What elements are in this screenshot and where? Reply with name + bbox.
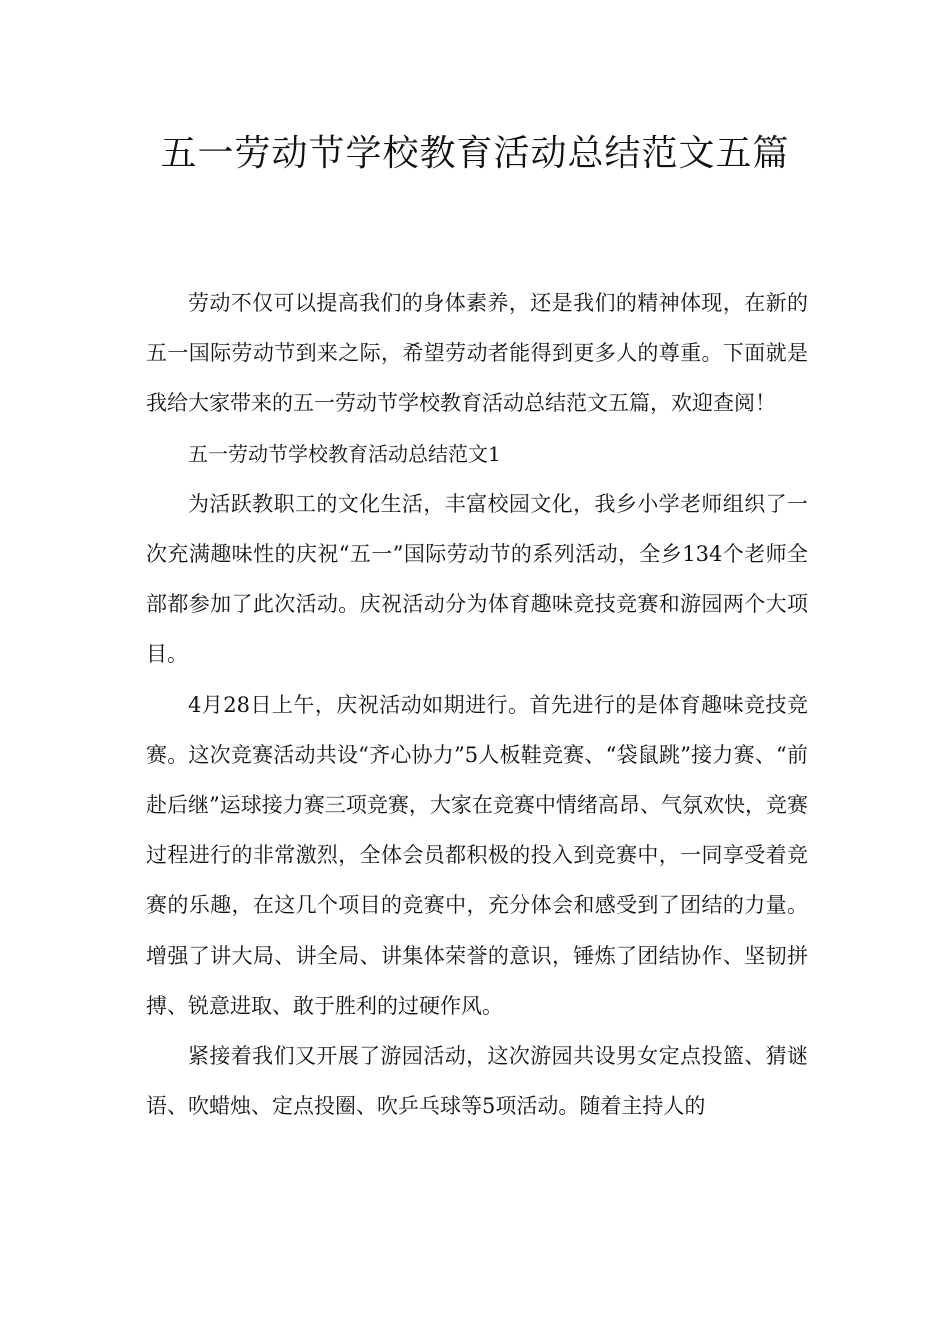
document-title: 五一劳动节学校教育活动总结范文五篇 [160,133,790,174]
document-body [146,278,808,1131]
intro-paragraph: 劳动不仅可以提高我们的身体素养，还是我们的精神体现，在新的五一国际劳动节到来之际，希望劳动者能得到更多人的尊重。下面就是我给大家带来的五一劳动节学校教育活动总结范文五篇，欢迎查阅！ [146,291,808,416]
body-paragraph: 4月28日上午，庆祝活动如期进行。首先进行的是体育趣味竞技竞赛。这次竞赛活动共设“齐心协力”5人板鞋竞赛、“袋鼠跳”接力赛、“前赴后继”运球接力赛三项竞赛，大家在竞赛中情绪高昂、气氛欢快，竞赛过程进行的非常激烈，全体会员都积极的投入到竞赛中，一同享受着竞赛的乐趣，在这几个项目的竞赛中，充分体会和感受到了团结的力量。增强了讲大局、讲全局、讲集体荣誉的意识，锤炼了团结协作、坚韧拼搏、锐意进取、敢于胜利的过硬作风。 [146,692,808,1018]
body-paragraph: 为活跃教职工的文化生活，丰富校园文化，我乡小学老师组织了一次充满趣味性的庆祝“五一”国际劳动节的系列活动，全乡134个老师全部都参加了此次活动。庆祝活动分为体育趣味竞技竞赛和游园两个大项目。 [146,491,808,667]
section-heading: 五一劳动节学校教育活动总结范文1 [188,441,501,466]
body-paragraph: 紧接着我们又开展了游园活动，这次游园共设男女定点投篮、猜谜语、吹蜡烛、定点投圈、吹乒乓球等5项活动。随着主持人的 [146,1044,808,1119]
